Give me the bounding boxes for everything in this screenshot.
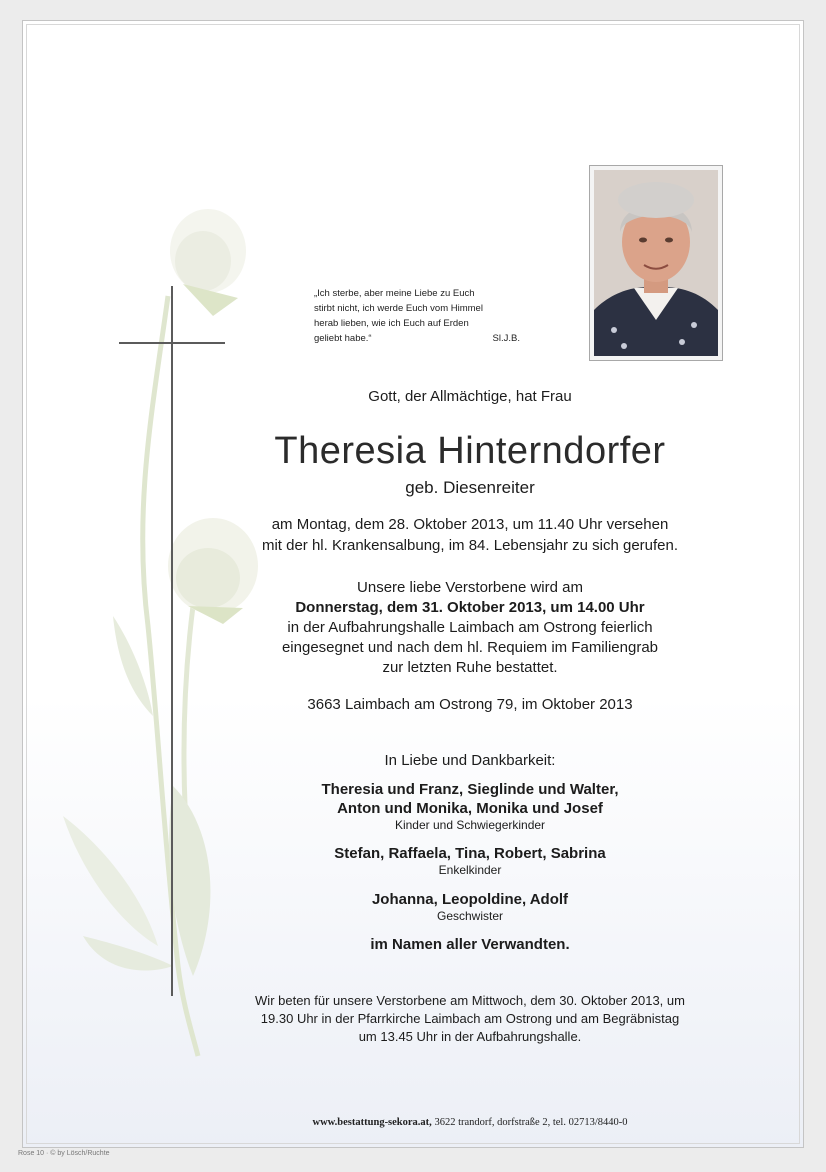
quote-author: Sl.J.B. (492, 333, 520, 344)
funeral-notice (230, 578, 710, 678)
quote (314, 286, 524, 346)
quote-line: „Ich sterbe, aber meine Liebe zu Euch (314, 288, 475, 299)
prayer-line: 19.30 Uhr in der Pfarrkirche Laimbach am Ostrong und am Begräbnistag (260, 1011, 680, 1026)
funeral-line: Unsere liebe Verstorbene wird am (357, 579, 583, 596)
thanks-heading: In Liebe und Dankbarkeit: (384, 752, 556, 769)
children-label: Kinder und Schwiegerkinder (394, 818, 546, 832)
children-names: Theresia und Franz, Sieglinde und Walter, (321, 781, 619, 798)
prayer-line: Wir beten für unsere Verstorbene am Mittwoch, dem 30. Oktober 2013, um (255, 993, 685, 1008)
image-credit: Rose 10 · © by Lösch/Ruchte (18, 1150, 110, 1157)
intro-text: Gott, der Allmächtige, hat Frau (368, 388, 572, 405)
cross-vertical (171, 286, 173, 996)
funeral-line: zur letzten Ruhe bestattet. (382, 659, 558, 676)
death-line: am Montag, dem 28. Oktober 2013, um 11.40 Uhr versehen (271, 516, 669, 533)
siblings-names: Johanna, Leopoldine, Adolf (371, 891, 569, 908)
siblings-label: Geschwister (436, 909, 504, 923)
quote-line: geliebt habe.“ (314, 333, 372, 344)
portrait-frame (589, 165, 723, 361)
funeral-line: in der Aufbahrungshalle Laimbach am Ostrong feierlich (287, 619, 653, 636)
prayer-line: um 13.45 Uhr in der Aufbahrungshalle. (358, 1029, 582, 1044)
behalf-line: im Namen aller Verwandten. (370, 936, 570, 953)
death-line: mit der hl. Krankensalbung, im 84. Lebensjahr zu sich gerufen. (261, 537, 679, 554)
funeral-line: eingesegnet und nach dem hl. Requiem im Familiengrab (281, 639, 659, 656)
children-names: Anton und Monika, Monika und Josef (337, 800, 603, 817)
footer-address: 3622 trandorf, dorfstraße 2, tel. 02713/8440-0 (431, 1117, 628, 1128)
deceased-name: Theresia Hinterndorfer (274, 430, 666, 472)
quote-line: herab lieben, wie ich Euch auf Erden (314, 318, 469, 329)
portrait-photo (594, 170, 718, 356)
footer-website[interactable]: www.bestattung-sekora.at, (312, 1117, 432, 1128)
quote-line: stirbt nicht, ich werde Euch vom Himmel (314, 303, 483, 314)
maiden-name: geb. Diesenreiter (405, 478, 535, 497)
place-date: 3663 Laimbach am Ostrong 79, im Oktober 2013 (307, 696, 633, 713)
death-notice (230, 514, 710, 556)
funeral-date: Donnerstag, dem 31. Oktober 2013, um 14.00 Uhr (295, 599, 645, 616)
children-group (230, 780, 710, 833)
grandchildren-names: Stefan, Raffaela, Tina, Robert, Sabrina (334, 845, 606, 862)
footer (270, 1117, 670, 1128)
cross-horizontal (119, 342, 225, 344)
prayer-notice (220, 992, 720, 1046)
grandchildren-group (230, 844, 710, 878)
grandchildren-label: Enkelkinder (438, 863, 502, 877)
siblings-group (230, 890, 710, 924)
